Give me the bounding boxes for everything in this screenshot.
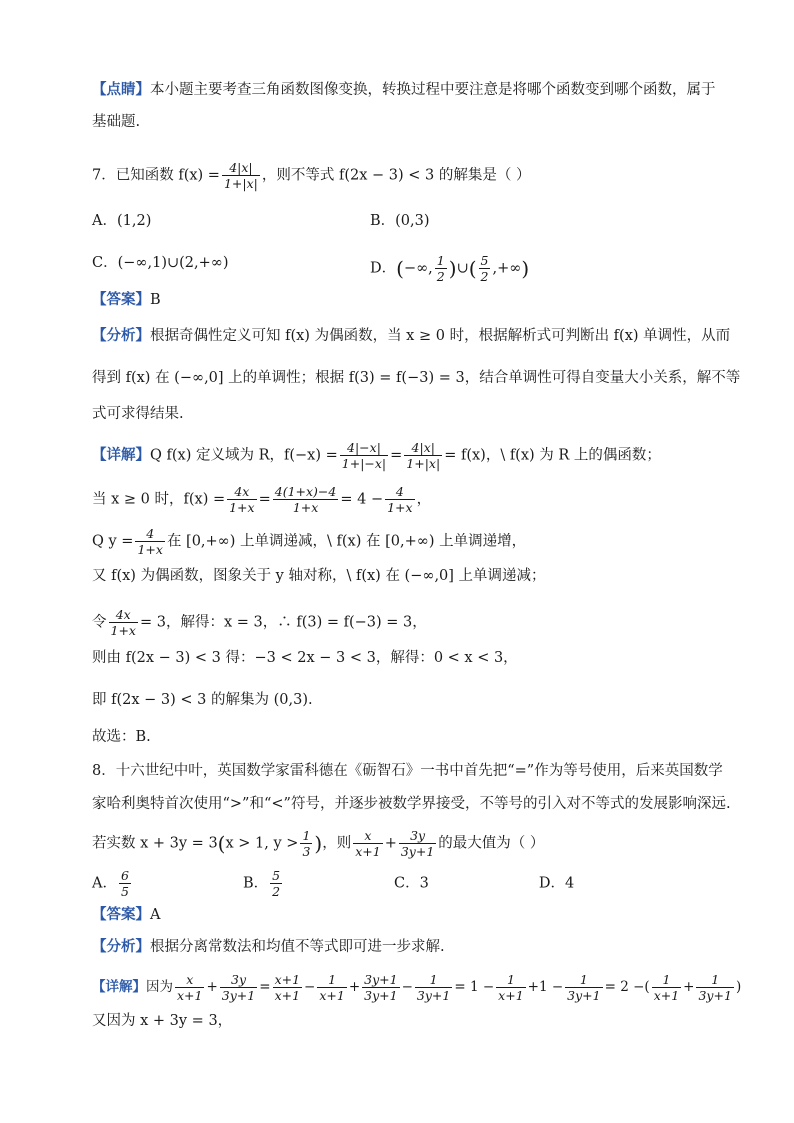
line-d3: [92, 526, 712, 557]
line-d8: [92, 727, 712, 747]
denominator: 1+|x|: [406, 456, 441, 471]
section-label: 【详解】: [92, 979, 146, 995]
fraction: [362, 972, 399, 1003]
text-run: B．(0,3): [370, 213, 430, 229]
text-run: +: [683, 979, 695, 995]
numerator: 5: [480, 253, 489, 268]
line-l1: [92, 80, 716, 100]
frac-half: [435, 253, 447, 284]
numerator: 5: [272, 868, 281, 883]
line-d6: [92, 648, 712, 668]
fraction: [109, 607, 138, 638]
text-run: 根据分离常数法和均值不等式即可进一步求解.: [150, 939, 445, 955]
constraint: 若实数 x + 3y = 3: [92, 835, 218, 852]
text-run: B: [150, 292, 161, 308]
numerator: 1: [302, 828, 311, 843]
fraction: [652, 972, 681, 1003]
numerator: 4x: [109, 607, 138, 623]
text-run: =: [259, 979, 271, 995]
line-optB: [370, 211, 700, 231]
denominator: 1+x: [387, 500, 413, 515]
text-run: ，则: [322, 835, 352, 852]
denominator: 1+x: [110, 623, 136, 638]
fraction: [175, 972, 204, 1003]
text-run: +: [348, 979, 361, 995]
paren: ): [314, 831, 323, 856]
line-q7: [92, 160, 712, 191]
numerator: 3y+1: [364, 972, 398, 987]
text-run: 当 x ≥ 0 时，f(x) =: [92, 491, 226, 508]
denominator: x+1: [498, 988, 524, 1003]
line-ans7: [92, 290, 712, 310]
paren: ): [521, 256, 530, 281]
numerator: x: [353, 828, 382, 844]
paren: (: [217, 831, 226, 856]
numerator: 1: [415, 972, 452, 988]
text-run: 7．已知函数: [92, 167, 174, 184]
text-run: −: [401, 979, 413, 995]
text-run: = 2 −(: [604, 979, 650, 995]
fraction: [273, 484, 339, 515]
numerator: 4x: [227, 484, 256, 500]
text-run: 在 [0,+∞) 上单调递减，\ f(x) 在 [0,+∞) 上单调递增，: [166, 533, 527, 550]
fraction: [317, 972, 346, 1003]
option-b-label: B．: [242, 875, 269, 892]
text-run: 基础题.: [92, 114, 141, 130]
denominator: x+1: [274, 988, 301, 1003]
fraction: [220, 972, 257, 1003]
text-run: = 4 −: [340, 491, 384, 508]
numerator: 4|−x|: [340, 440, 388, 456]
text-run: 本小题主要考查三角函数图像变换，转换过程中要注意是将哪个函数变到哪个函数，属于: [150, 82, 716, 98]
fraction: [222, 160, 260, 191]
line-q8a: [92, 761, 723, 781]
denominator: 3y+1: [416, 988, 451, 1003]
fraction: [385, 484, 414, 515]
line-d81: [92, 972, 742, 1003]
text-run: 即 f(2x − 3) < 3 的解集为 (0,3).: [92, 692, 313, 708]
union: ∪: [456, 260, 469, 277]
line-d82: [92, 1011, 712, 1031]
denominator: x+1: [177, 988, 203, 1003]
text-run: ，: [416, 491, 432, 508]
numerator: 4: [385, 484, 414, 500]
line-opt8: [92, 868, 712, 899]
text-run: 根据奇偶性定义可知 f(x) 为偶函数，当 x ≥ 0 时，根据解析式可判断出 f(x) 单调性，从而: [150, 328, 731, 344]
text-run: = f(x)，\ f(x) 为 R 上的偶函数；: [444, 447, 661, 464]
text-run: 得到 f(x) 在 (−∞,0] 上的单调性；根据 f(3) = f(−3) = 3，结合单调性可得自变量大小关系，解不等: [92, 370, 741, 386]
denominator: 3: [302, 844, 311, 859]
paren: (: [396, 256, 404, 281]
fraction: [565, 972, 602, 1003]
fraction: [227, 484, 256, 515]
denominator: x+1: [319, 988, 345, 1003]
text-run: 式可求得结果.: [92, 406, 184, 422]
numerator: x+1: [274, 972, 301, 987]
text-run: = 3，解得：x = 3，∴ f(3) = f(−3) = 3，: [139, 614, 427, 631]
numerator: 1: [496, 972, 525, 988]
math-run: f(x) =: [173, 167, 220, 184]
numerator: 1: [652, 972, 681, 988]
text-run: −: [304, 979, 316, 995]
text-run: +: [206, 979, 218, 995]
section-label: 【答案】: [92, 291, 150, 308]
section-label: 【答案】: [92, 906, 150, 923]
operator: =: [258, 491, 271, 508]
denominator: 3y+1: [567, 988, 601, 1003]
section-label: 【分析】: [92, 938, 150, 955]
line-an1: [92, 326, 731, 346]
line-ans8: [92, 905, 712, 925]
denominator: 2: [272, 884, 281, 899]
denominator: 1+x: [292, 500, 319, 515]
fraction: [404, 440, 442, 471]
numerator: 1: [696, 972, 733, 988]
line-d4: [92, 566, 712, 586]
option-c: C．3: [394, 875, 429, 892]
fraction: [415, 972, 452, 1003]
text-run: ): [735, 979, 742, 995]
text-run: 8．十六世纪中叶，英国数学家雷科德在《砺智石》一书中首先把“=”作为等号使用，后来英国数学: [92, 763, 723, 779]
fraction: [353, 828, 382, 859]
text-run: Q f(x) 定义域为 R，f(−x) =: [150, 447, 338, 464]
line-l2: [92, 112, 712, 132]
text-run: +1 −: [527, 979, 564, 995]
denominator: 2: [480, 269, 489, 284]
text-run: 家哈利奥特首次使用“>”和“<”符号，并逐步被数学界接受，不等号的引入对不等式的发展影响深远.: [92, 796, 731, 812]
text-run: Q y =: [92, 533, 134, 550]
denominator: 3y+1: [400, 844, 435, 859]
numerator: 3y: [220, 972, 257, 988]
denominator: 1+|−x|: [341, 456, 387, 471]
numerator: x: [175, 972, 204, 988]
line-optD: [370, 253, 700, 284]
fraction: [496, 972, 525, 1003]
text-run: A: [150, 907, 161, 923]
denominator: 3y+1: [221, 988, 256, 1003]
numerator: 1: [317, 972, 346, 988]
denominator: 3y+1: [698, 988, 732, 1003]
option-d-label: D．: [370, 260, 397, 277]
text-run: 则由 f(2x − 3) < 3 得：−3 < 2x − 3 < 3，解得：0 < x < 3，: [92, 650, 518, 666]
section-label: 【详解】: [92, 446, 150, 464]
paren: (: [468, 256, 477, 281]
denominator: 1+|x|: [223, 176, 258, 191]
option-b-value: [270, 868, 282, 899]
denominator: x+1: [653, 988, 680, 1003]
option-a-value: [119, 868, 131, 899]
interval: ,+∞: [492, 260, 522, 277]
text-run: = 1 −: [454, 979, 495, 995]
denominator: 2: [436, 269, 445, 284]
paren: ): [448, 256, 457, 281]
line-q8c: [92, 828, 712, 859]
condition: x > 1, y >: [225, 835, 299, 852]
text-run: 令: [92, 614, 107, 631]
line-an8: [92, 937, 712, 957]
frac-third: [300, 828, 312, 859]
text-run: 又因为 x + 3y = 3，: [92, 1013, 233, 1029]
numerator: 3y: [399, 828, 436, 844]
numerator: 4(1+x)−4: [274, 484, 337, 499]
text-run: A．(1,2): [92, 213, 152, 229]
denominator: 5: [120, 884, 129, 899]
option-a-label: A．: [92, 875, 117, 892]
text-run: C．(−∞,1)∪(2,+∞): [92, 255, 229, 271]
line-an3: [92, 404, 712, 424]
numerator: 4|x|: [222, 160, 260, 176]
text-run: 的最大值为（ ）: [438, 835, 545, 852]
line-d1: [92, 440, 712, 471]
fraction: [273, 972, 302, 1003]
fraction: [135, 526, 164, 557]
line-d2: [92, 484, 712, 515]
denominator: 3y+1: [364, 988, 398, 1003]
text-run: 故选：B.: [92, 729, 151, 745]
numerator: 4|x|: [404, 440, 442, 456]
fraction: [399, 828, 436, 859]
numerator: 6: [120, 868, 129, 883]
operator: =: [390, 447, 403, 464]
denominator: 1+x: [137, 542, 163, 557]
line-d5: [92, 607, 712, 638]
numerator: 4: [135, 526, 164, 542]
numerator: 1: [565, 972, 602, 988]
frac-five-halves: [479, 253, 491, 284]
text-run: 因为: [146, 979, 173, 995]
fraction: [340, 440, 388, 471]
line-d7: [92, 690, 712, 710]
text-run: 又 f(x) 为偶函数，图象关于 y 轴对称，\ f(x) 在 (−∞,0] 上单调递减；: [92, 568, 546, 584]
operator: +: [384, 835, 397, 852]
section-label: 【点睛】: [92, 81, 150, 98]
text-run: ，则不等式 f(2x − 3) < 3 的解集是（ ）: [261, 167, 531, 184]
line-q8b: [92, 794, 731, 814]
denominator: x+1: [355, 844, 381, 859]
interval: −∞,: [403, 260, 433, 277]
denominator: 1+x: [229, 500, 255, 515]
numerator: 1: [436, 253, 445, 268]
line-an2: [92, 368, 741, 388]
option-d: D．4: [538, 875, 575, 892]
fraction: [696, 972, 733, 1003]
section-label: 【分析】: [92, 327, 150, 344]
